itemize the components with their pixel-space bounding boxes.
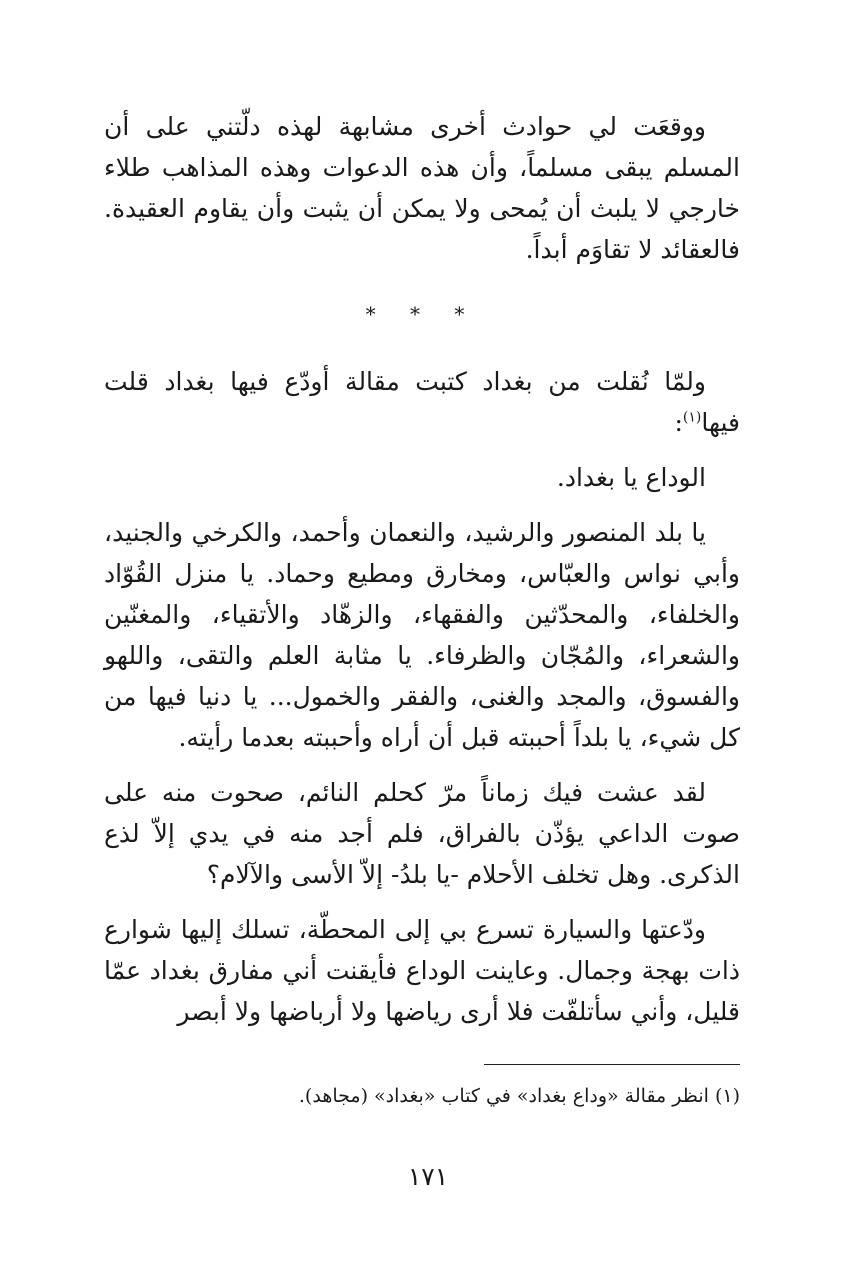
- paragraph-2: [104, 361, 740, 443]
- page-number: ١٧١: [407, 1162, 449, 1191]
- paragraph-2-text: ولمّا نُقلت من بغداد كتبت مقالة أودّع فيها بغداد قلت فيها: [104, 367, 740, 437]
- paragraph-1: ووقعَت لي حوادث أخرى مشابهة لهذه دلّتني على أن المسلم يبقى مسلماً، وأن هذه الدعوات وهذه المذاهب طلاء خارجي لا يلبث أن يُمحى ولا يمكن أن يثبت وأن يقاوم العقيدة. فالعقائد لا تقاوَم أبداً.: [104, 112, 740, 264]
- footnote-divider: [484, 1064, 740, 1065]
- paragraph-2-end: :: [674, 408, 683, 437]
- paragraph-5: لقد عشت فيك زماناً مرّ كحلم النائم، صحوت منه على صوت الداعي يؤذّن بالفراق، فلم أجد منه في يدي إلاّ لذع الذكرى. وهل تخلف الأحلام -يا بلدُ- إلاّ الأسى والآلام؟: [104, 778, 740, 889]
- page-body: [104, 106, 740, 1032]
- footnote: (١) انظر مقالة «وداع بغداد» في كتاب «بغداد» (مجاهد).: [298, 1085, 740, 1107]
- paragraph-4: يا بلد المنصور والرشيد، والنعمان وأحمد، والكرخي والجنيد، وأبي نواس والعبّاس، ومخارق ومطيع وحماد. يا منزل القُوّاد والخلفاء، والمحدّثين والفقهاء، والزهّاد والأتقياء، والمغنّين والشعراء، والمُجّان والظرفاء. يا مثابة العلم والتقى، واللهو والفسوق، والمجد والغنى، والفقر والخمول... يا دنيا فيها من كل شيء، يا بلداً أحببته قبل أن أراه وأحببته بعدما رأيته.: [104, 518, 740, 752]
- section-separator: * * *: [365, 302, 479, 326]
- paragraph-3: الوداع يا بغداد.: [556, 463, 706, 492]
- paragraph-6: ودّعتها والسيارة تسرع بي إلى المحطّة، تسلك إليها شوارع ذات بهجة وجمال. وعاينت الوداع فأيقنت أني مفارق بغداد عمّا قليل، وأني سأتلفّت فلا أرى رياضها ولا أرباضها ولا أبصر: [104, 915, 740, 1026]
- footnote-reference[interactable]: (١): [682, 409, 702, 426]
